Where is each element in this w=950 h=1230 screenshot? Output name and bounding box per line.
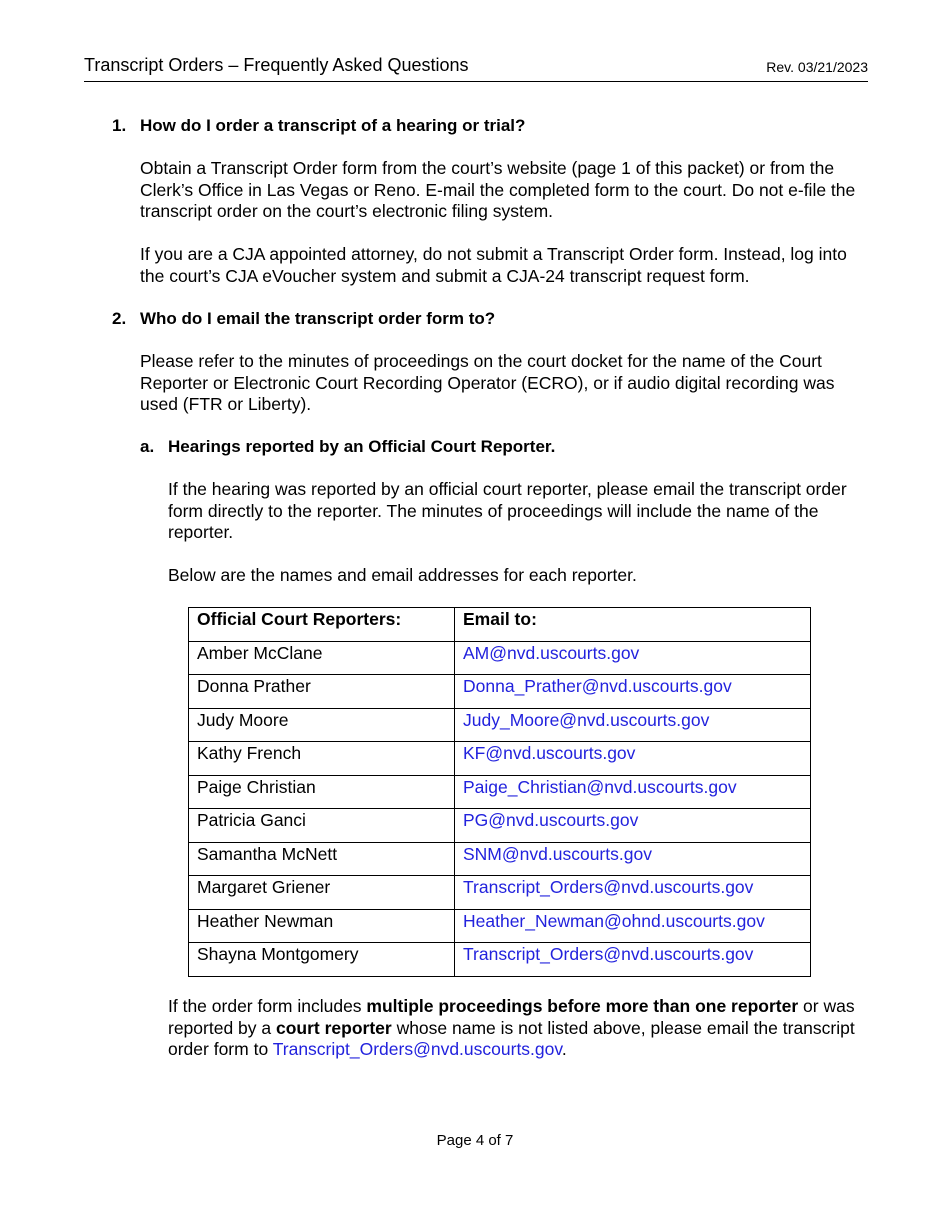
table-row (189, 842, 811, 876)
transcript-orders-email-link[interactable]: Transcript_Orders@nvd.uscourts.gov (272, 1039, 562, 1059)
subsection-title: Hearings reported by an Official Court Reporter. (168, 437, 556, 456)
question-number: 2. (112, 309, 127, 328)
reporters-table (188, 607, 811, 977)
reporter-name: Patricia Ganci (189, 809, 455, 843)
question-1 (112, 116, 872, 138)
closing-text-4: . (561, 1039, 567, 1059)
question-2 (112, 309, 872, 331)
table-header-row (189, 608, 811, 642)
reporter-name: Shayna Montgomery (189, 943, 455, 977)
reporter-email-link[interactable]: Paige_Christian@nvd.uscourts.gov (463, 776, 737, 797)
q1-paragraph-2: If you are a CJA appointed attorney, do not submit a Transcript Order form. Instead, log into the court’s CJA eVoucher system and submit a CJA-24 transcript request form. (140, 244, 847, 286)
table-row (189, 876, 811, 910)
reporter-email-link[interactable]: Transcript_Orders@nvd.uscourts.gov (463, 877, 754, 897)
reporter-email-cell (455, 775, 811, 809)
reporter-email-link[interactable]: Donna_Prather@nvd.uscourts.gov (463, 676, 732, 696)
question-number: 1. (112, 116, 127, 135)
reporter-email-cell (455, 742, 811, 776)
reporter-email-link[interactable]: SNM@nvd.uscourts.gov (463, 843, 652, 864)
page-header (84, 55, 868, 82)
reporter-name: Samantha McNett (189, 842, 455, 876)
reporter-name: Margaret Griener (189, 876, 455, 910)
question-text: How do I order a transcript of a hearing or trial? (140, 116, 526, 135)
table-row (189, 675, 811, 709)
reporter-email-cell (455, 809, 811, 843)
reporter-name: Amber McClane (189, 641, 455, 675)
reporter-email-cell (455, 641, 811, 675)
reporter-email-cell (455, 842, 811, 876)
column-header-reporter: Official Court Reporters: (189, 608, 455, 642)
reporter-name: Kathy French (189, 742, 455, 776)
column-header-email: Email to: (455, 608, 811, 642)
reporter-email-cell (455, 943, 811, 977)
closing-bold-1: multiple proceedings before more than one reporter (366, 996, 799, 1016)
table-row (189, 943, 811, 977)
closing-bold-2: court reporter (275, 1017, 392, 1038)
reporter-name: Heather Newman (189, 909, 455, 943)
closing-text-2: or was reported by a (168, 996, 855, 1038)
reporter-email-link[interactable]: AM@nvd.uscourts.gov (463, 642, 640, 663)
closing-text-1: If the order form includes (168, 996, 367, 1016)
subsection-a-paragraph-1: If the hearing was reported by an official court reporter, please email the transcript order form directly to the reporter. The minutes of proceedings will include the name of the reporter. (168, 479, 847, 542)
table-row (189, 708, 811, 742)
table-row (189, 909, 811, 943)
table-row (189, 809, 811, 843)
reporter-email-cell (455, 708, 811, 742)
reporter-email-link[interactable]: Heather_Newman@ohnd.uscourts.gov (463, 910, 765, 931)
reporter-name: Donna Prather (189, 675, 455, 709)
table-row (189, 641, 811, 675)
reporter-email-link[interactable]: Judy_Moore@nvd.uscourts.gov (463, 709, 710, 730)
page-number: Page 4 of 7 (436, 1132, 514, 1149)
closing-paragraph (168, 996, 870, 1061)
table-row (189, 742, 811, 776)
closing-text-3: whose name is not listed above, please email the transcript order form to (168, 1017, 855, 1059)
reporter-email-cell (455, 675, 811, 709)
reporter-email-link[interactable]: KF@nvd.uscourts.gov (463, 743, 636, 763)
revision-date: Rev. 03/21/2023 (766, 59, 868, 75)
q2-paragraph-1: Please refer to the minutes of proceedings on the court docket for the name of the Court Reporter or Electronic Court Recording Operator (ECRO), or if audio digital recording was used (FTR or Liberty). (140, 351, 835, 414)
document-title: Transcript Orders – Frequently Asked Questions (84, 55, 469, 75)
q1-paragraph-1: Obtain a Transcript Order form from the court’s website (page 1 of this packet) or from the Clerk’s Office in Las Vegas or Reno. E-mail the completed form to the court. Do not e-file the transcript order on the court’s electronic filing system. (140, 158, 856, 221)
subsection-a-heading (140, 437, 870, 459)
reporter-email-cell (455, 909, 811, 943)
subsection-letter: a. (140, 437, 155, 456)
reporter-email-link[interactable]: PG@nvd.uscourts.gov (463, 810, 639, 830)
reporter-email-link[interactable]: Transcript_Orders@nvd.uscourts.gov (463, 944, 754, 964)
subsection-a-paragraph-2: Below are the names and email addresses for each reporter. (168, 565, 637, 585)
reporter-name: Judy Moore (189, 708, 455, 742)
reporter-name: Paige Christian (189, 775, 455, 809)
table-row (189, 775, 811, 809)
question-text: Who do I email the transcript order form to? (140, 309, 496, 328)
reporter-email-cell (455, 876, 811, 910)
